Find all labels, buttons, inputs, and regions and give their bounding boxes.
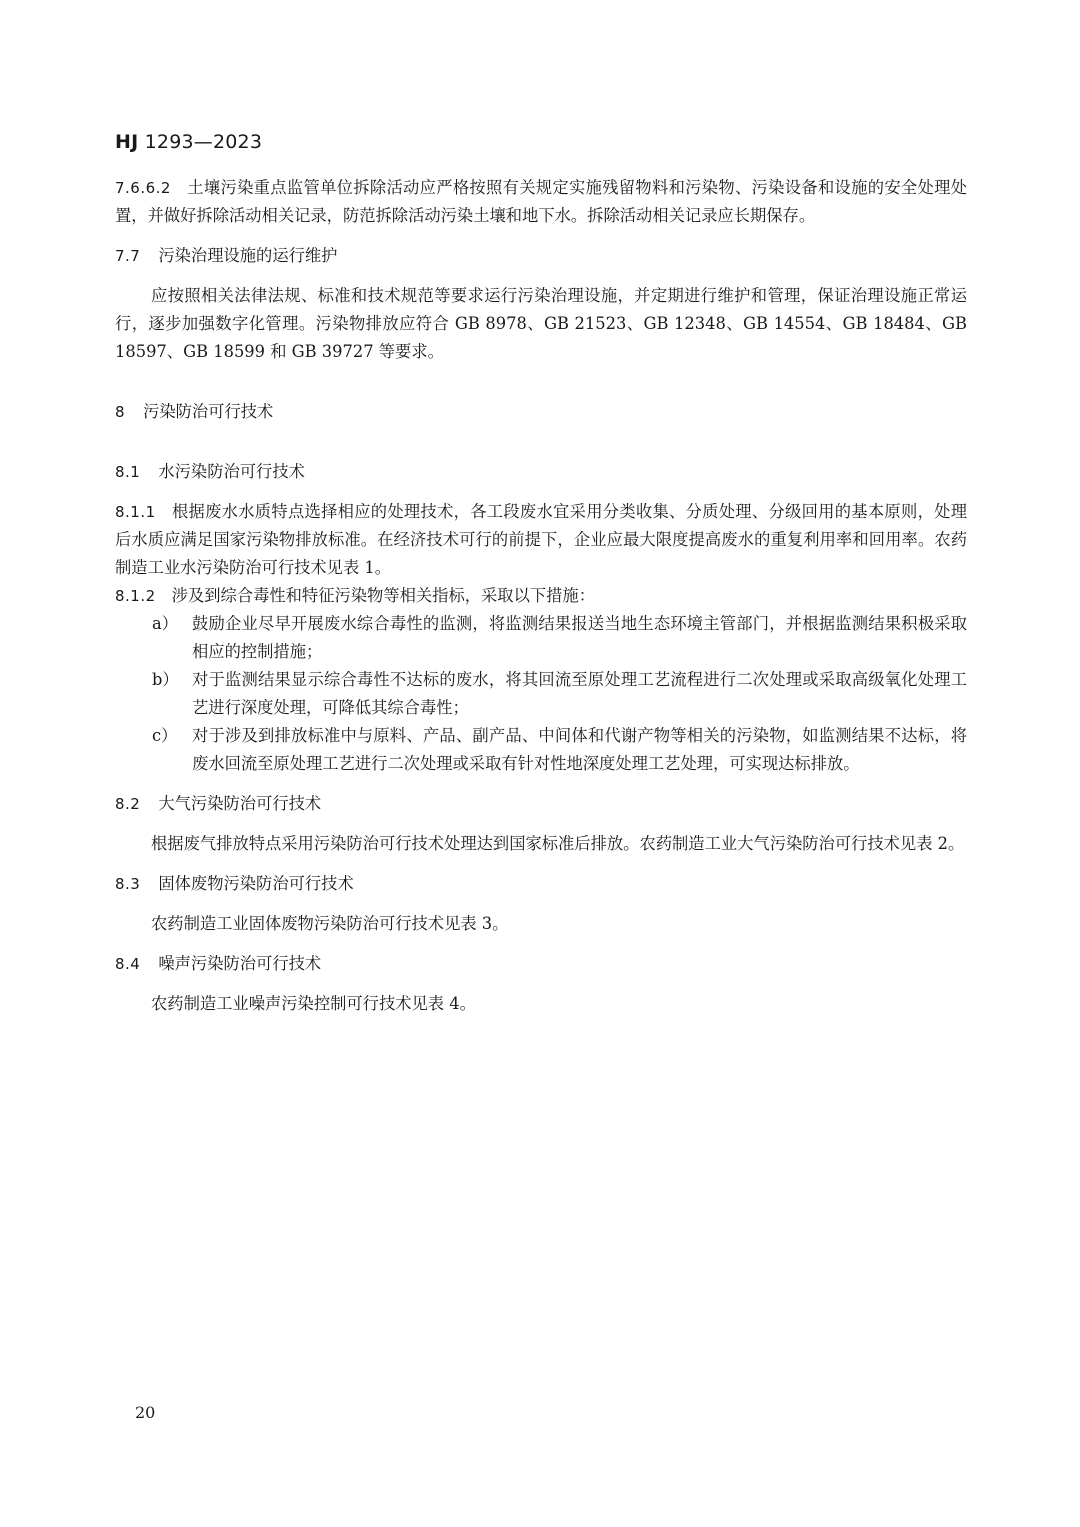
list-text: 对于涉及到排放标准中与原料、产品、副产品、中间体和代谢产物等相关的污染物，如监测结果不达标，将废水回流至原处理工艺进行二次处理或采取有针对性地深度处理工艺处理，可实现达标排放。 [192,726,967,773]
clause-text: 根据废水水质特点选择相应的处理技术，各工段废水宜采用分类收集、分质处理、分级回用的基本原则，处理后水质应满足国家污染物排放标准。在经济技术可行的前提下，企业应最大限度提高废水的重复利用率和回用率。农药制造工业水污染防治可行技术见表 1。 [115,502,967,577]
section-8-3-body: 农药制造工业固体废物污染防治可行技术见表 3。 [151,914,509,933]
list-marker: c） [152,726,178,745]
section-title: 噪声污染防治可行技术 [158,954,322,973]
clause-7-6-6-2 [115,174,967,230]
section-heading-8-3 [115,870,967,898]
chapter-title: 污染防治可行技术 [143,402,274,421]
list-text: 对于监测结果显示综合毒性不达标的废水，将其回流至原处理工艺流程进行二次处理或采取高级氧化处理工艺进行深度处理，可降低其综合毒性； [192,670,967,717]
clause-number: 8.1.2 [115,587,156,605]
standard-header [115,128,967,156]
list-item-a [115,610,967,666]
chapter-heading-8 [115,398,967,426]
section-title: 固体废物污染防治可行技术 [158,874,354,893]
list-marker: b） [152,670,179,689]
list-marker: a） [152,614,178,633]
section-heading-8-4 [115,950,967,978]
section-title: 水污染防治可行技术 [158,462,305,481]
section-number: 8.4 [115,955,141,973]
section-number: 8.3 [115,875,141,893]
list-item-b [115,666,967,722]
clause-text: 土壤污染重点监管单位拆除活动应严格按照有关规定实施残留物料和污染物、污染设备和设施的安全处理处置，并做好拆除活动相关记录，防范拆除活动污染土壤和地下水。拆除活动相关记录应长期保存。 [115,178,967,225]
chapter-number: 8 [115,403,126,421]
section-number: 7.7 [115,247,141,265]
clause-number: 8.1.1 [115,503,156,521]
section-8-4-body: 农药制造工业噪声污染控制可行技术见表 4。 [151,994,476,1013]
clause-number: 7.6.6.2 [115,179,171,197]
document-page [115,128,967,1018]
section-heading-8-1 [115,458,967,486]
section-heading-8-2 [115,790,967,818]
clause-text: 涉及到综合毒性和特征污染物等相关指标，采取以下措施： [171,586,595,605]
clause-8-1-1 [115,498,967,582]
section-number: 8.2 [115,795,141,813]
section-title: 污染治理设施的运行维护 [158,246,338,265]
list-text: 鼓励企业尽早开展废水综合毒性的监测，将监测结果报送当地生态环境主管部门，并根据监测结果积极采取相应的控制措施； [192,614,967,661]
section-title: 大气污染防治可行技术 [158,794,322,813]
page-number: 20 [135,1403,156,1422]
clause-8-1-2 [115,582,967,610]
section-8-2-body: 根据废气排放特点采用污染防治可行技术处理达到国家标准后排放。农药制造工业大气污染防治可行技术见表 2。 [151,834,965,853]
standard-number: 1293—2023 [144,131,263,153]
section-heading-7-7 [115,242,967,270]
list-item-c [115,722,967,778]
standard-code: HJ [115,131,139,153]
section-7-7-body: 应按照相关法律法规、标准和技术规范等要求运行污染治理设施，并定期进行维护和管理，保证治理设施正常运行，逐步加强数字化管理。污染物排放应符合 GB 8978、GB 21523、GB 12348、GB 14554、GB 18484、GB 18597、GB 18599 和 GB 39727 等要求。 [115,286,967,361]
section-number: 8.1 [115,463,141,481]
